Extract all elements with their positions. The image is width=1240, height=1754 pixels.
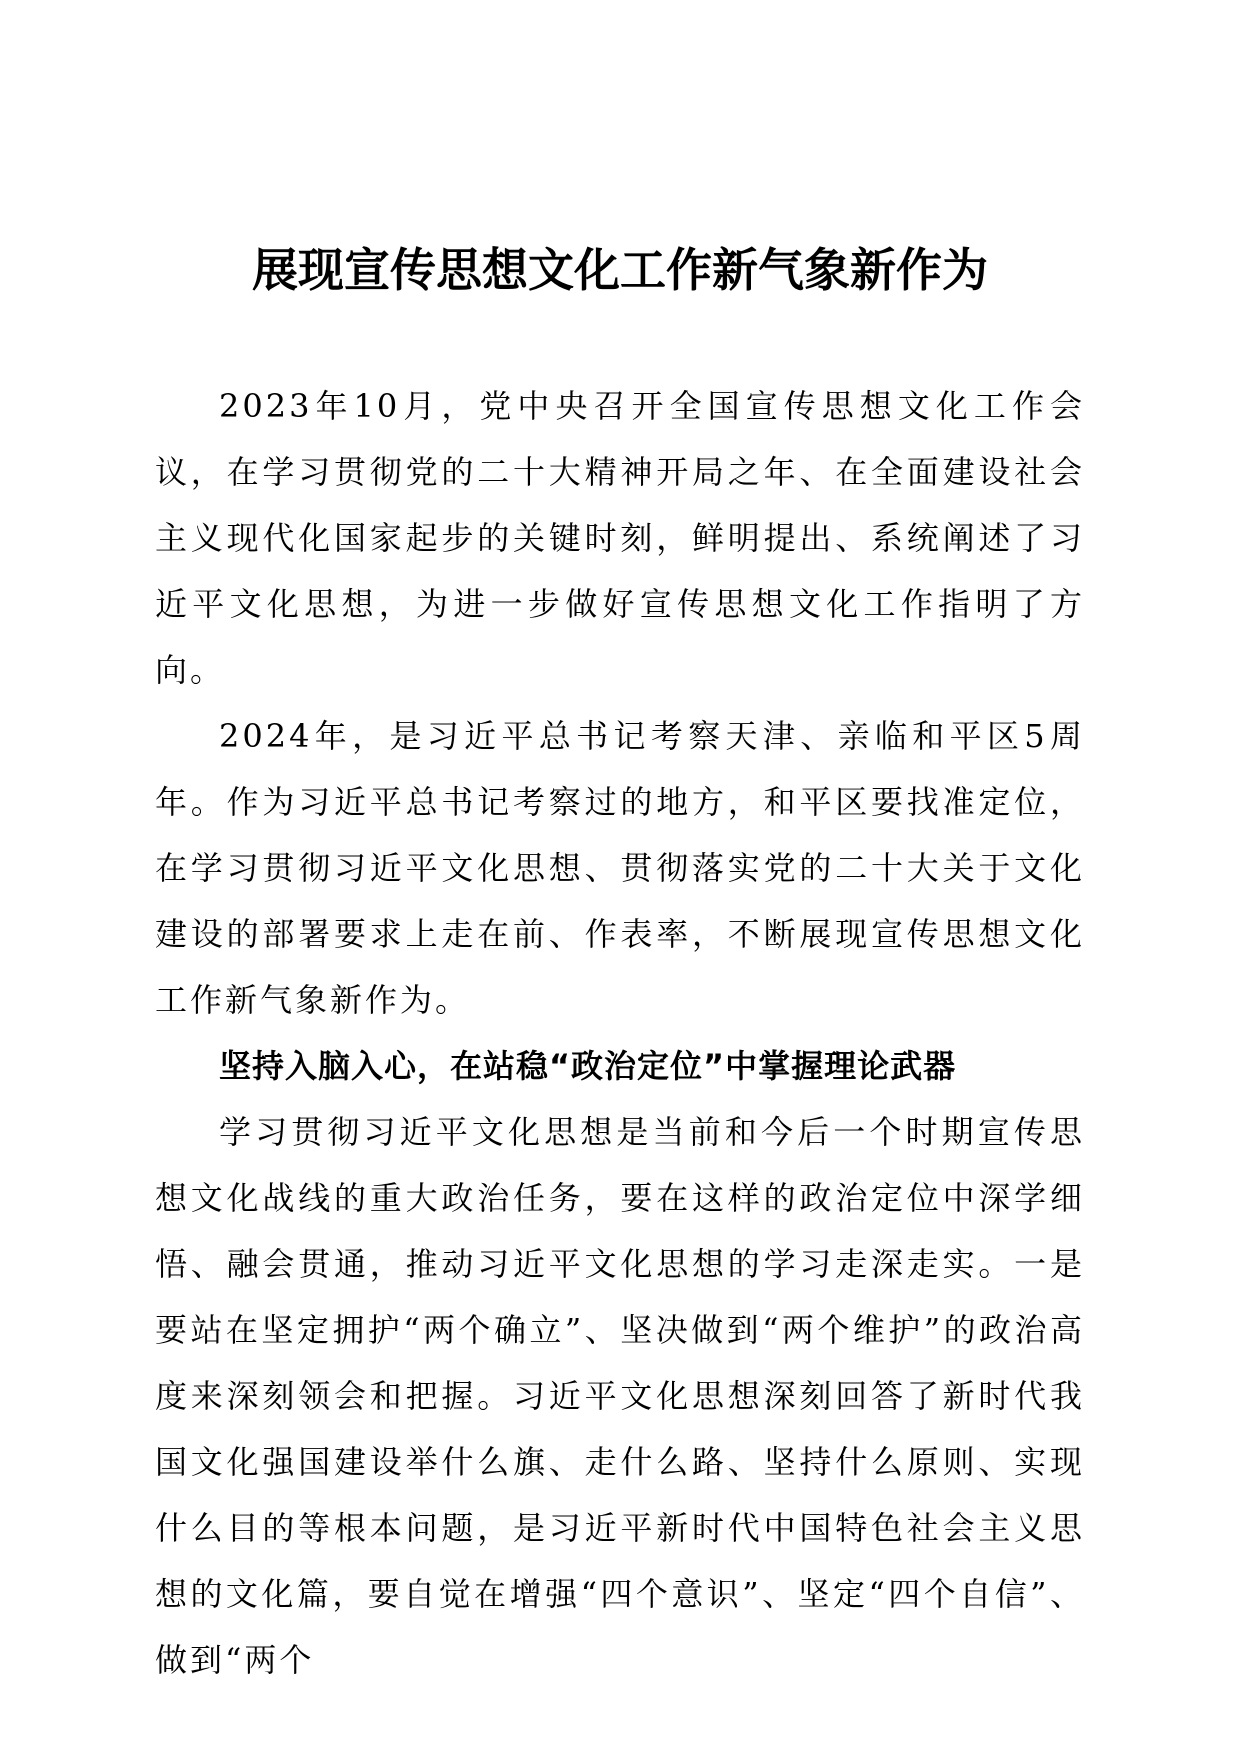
section-heading: 坚持入脑入心，在站稳“政治定位”中掌握理论武器 [219, 1047, 957, 1085]
document-title: 展现宣传思想文化工作新气象新作为 [252, 243, 988, 297]
section-paragraph: 学习贯彻习近平文化思想是当前和今后一个时期宣传思想文化战线的重大政治任务，要在这样的政治定位中深学细悟、融会贯通，推动习近平文化思想的学习走深走实。一是要站在坚定拥护“两个确立”、坚决做到“两个维护”的政治高度来深刻领会和把握。习近平文化思想深刻回答了新时代我国文化强国建设举什么旗、走什么路、坚持什么原则、实现什么目的等根本问题，是习近平新时代中国特色社会主义思想的文化篇，要自觉在增强“四个意识”、坚定“四个自信”、做到“两个 [155, 1113, 1085, 1679]
paragraph-meeting: 2023年10月，党中央召开全国宣传思想文化工作会议，在学习贯彻党的二十大精神开局之年、在全面建设社会主义现代化国家起步的关键时刻，鲜明提出、系统阐述了习近平文化思想，为进一步做好宣传思想文化工作指明了方向。 [155, 387, 1085, 689]
paragraph-anniversary: 2024年，是习近平总书记考察天津、亲临和平区5周年。作为习近平总书记考察过的地方，和平区要找准定位，在学习贯彻习近平文化思想、贯彻落实党的二十大关于文化建设的部署要求上走在前、作表率，不断展现宣传思想文化工作新气象新作为。 [155, 717, 1085, 1019]
document-body [155, 373, 1085, 1693]
